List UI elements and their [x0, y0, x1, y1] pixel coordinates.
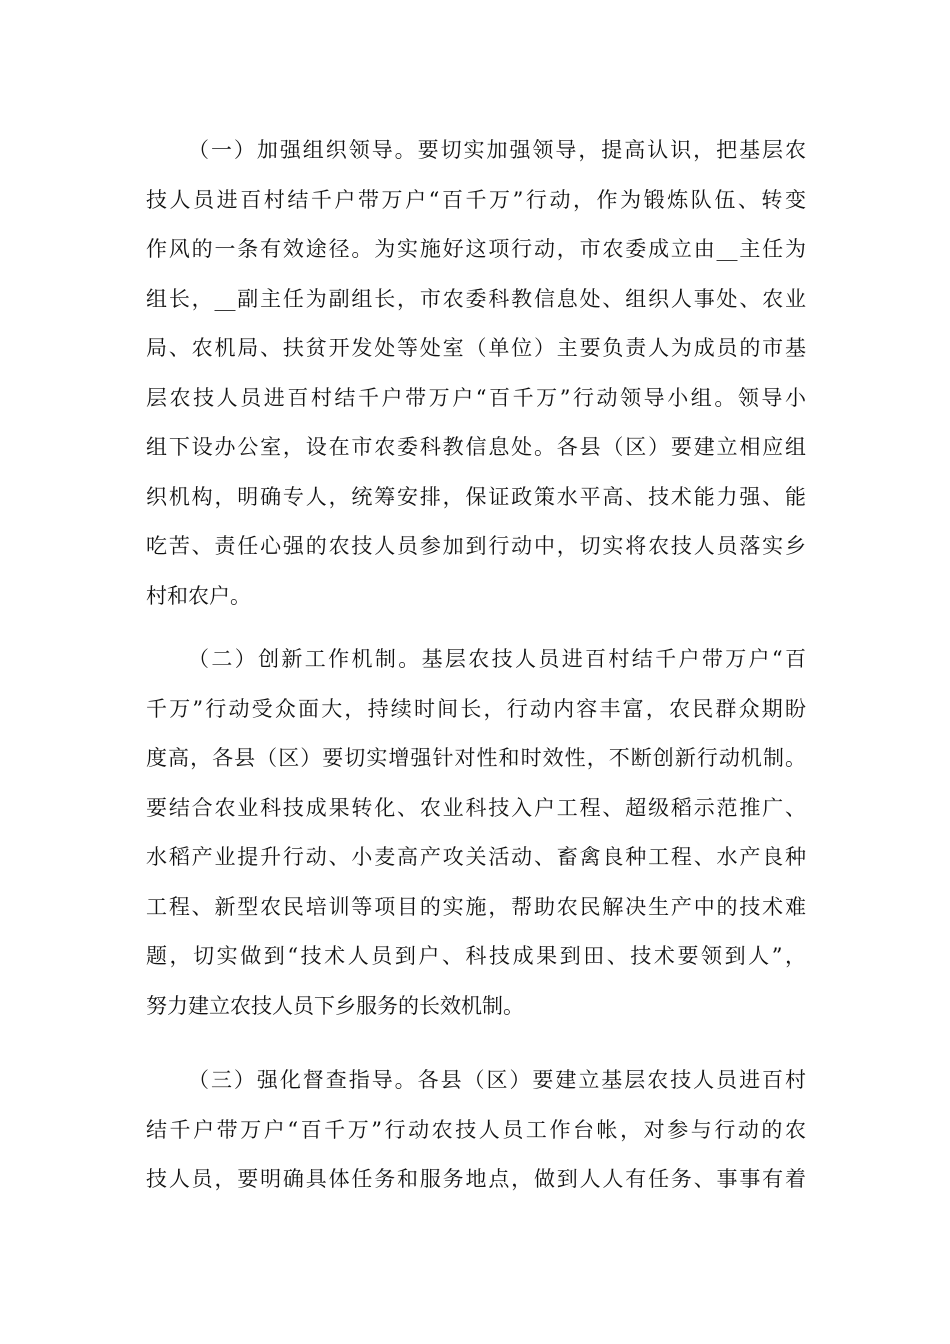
paragraph-line: 技人员进百村结千户带万户“百千万”行动，作为锻炼队伍、转变 — [146, 187, 806, 212]
paragraph-line: 千万”行动受众面大，持续时间长，行动内容丰富，农民群众期盼 — [146, 696, 806, 721]
paragraph-line: 作风的一条有效途径。为实施好这项行动，市农委成立由__主任为 — [146, 237, 806, 261]
paragraph-line: 结千户带万户“百千万”行动农技人员工作台帐，对参与行动的农 — [146, 1117, 806, 1142]
paragraph-line: 组长，__副主任为副组长，市农委科教信息处、组织人事处、农业 — [146, 286, 806, 311]
paragraph-line: 技人员，要明确具体任务和服务地点，做到人人有任务、事事有着 — [146, 1167, 806, 1191]
paragraph-line: （二）创新工作机制。基层农技人员进百村结千户带万户“百 — [188, 647, 806, 671]
paragraph-innovation-mechanism — [146, 635, 806, 1031]
paragraph-line: 吃苦、责任心强的农技人员参加到行动中，切实将农技人员落实乡 — [146, 534, 806, 558]
paragraph-organization-leadership — [146, 126, 806, 621]
paragraph-line: 织机构，明确专人，统筹安排，保证政策水平高、技术能力强、能 — [146, 484, 806, 509]
paragraph-line: 题，切实做到“技术人员到户、科技成果到田、技术要领到人”， — [146, 944, 806, 968]
paragraph-line: 度高，各县（区）要切实增强针对性和时效性，不断创新行动机制。 — [146, 746, 806, 770]
paragraph-line: 工程、新型农民培训等项目的实施，帮助农民解决生产中的技术难 — [146, 894, 806, 919]
paragraph-line: 局、农机局、扶贫开发处等处室（单位）主要负责人为成员的市基 — [146, 336, 806, 360]
paragraph-line: 组下设办公室，设在市农委科教信息处。各县（区）要建立相应组 — [146, 435, 806, 459]
paragraph-line: （三）强化督查指导。各县（区）要建立基层农技人员进百村 — [188, 1068, 806, 1092]
paragraph-supervision-guidance — [146, 1056, 806, 1205]
paragraph-line: 层农技人员进百村结千户带万户“百千万”行动领导小组。领导小 — [146, 385, 806, 410]
paragraph-line: 水稻产业提升行动、小麦高产攻关活动、畜禽良种工程、水产良种 — [146, 845, 806, 869]
paragraph-line: （一）加强组织领导。要切实加强领导，提高认识，把基层农 — [188, 138, 806, 162]
paragraph-line: 努力建立农技人员下乡服务的长效机制。 — [146, 993, 524, 1018]
paragraph-line: 村和农户。 — [146, 583, 251, 608]
paragraph-line: 要结合农业科技成果转化、农业科技入户工程、超级稻示范推广、 — [146, 795, 806, 820]
